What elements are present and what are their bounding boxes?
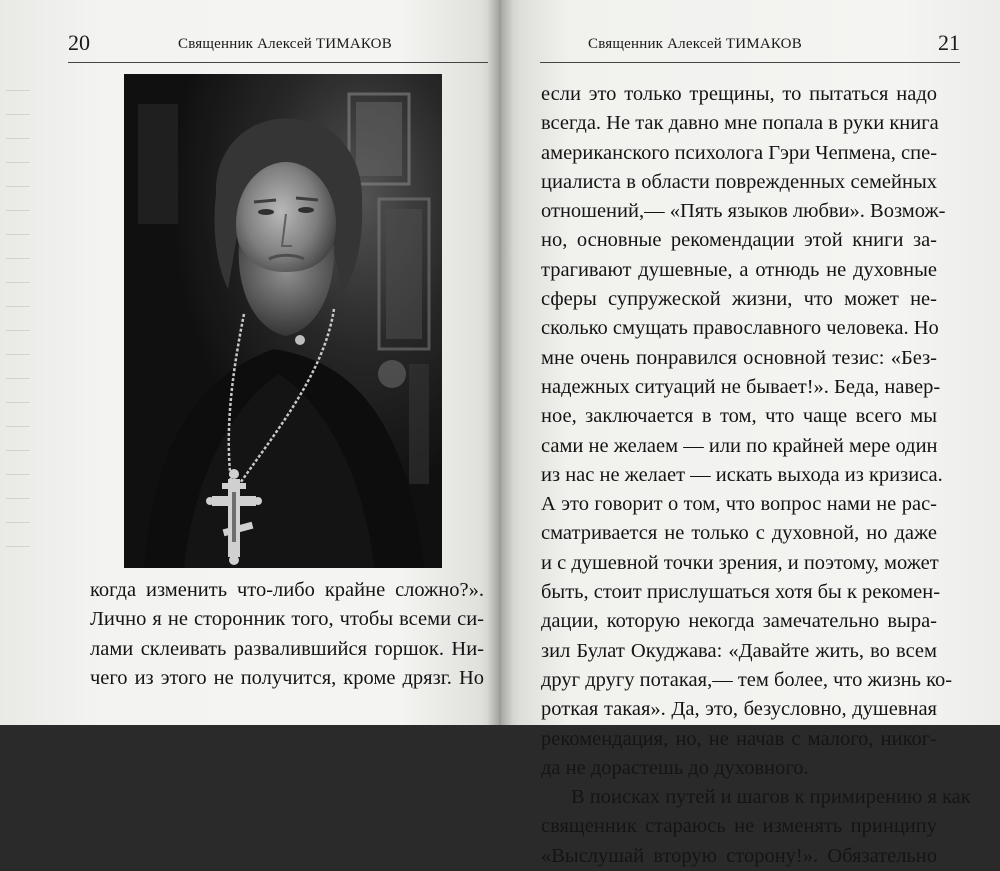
right-header-rule: [540, 62, 960, 63]
text-line: из нас не желает — искать выхода из кризиса.: [541, 463, 943, 486]
text-line: сматривается не только с духовной, но даже: [541, 522, 937, 545]
paragraph-first-line: В поисках путей и шагов к примирению я как: [571, 786, 971, 809]
text-line: надежных ситуаций не бывает!». Беда, навер-: [541, 375, 941, 398]
portrait-photo: [124, 74, 442, 568]
left-page-text: [90, 576, 484, 693]
text-line: трагивают душевные, а отнюдь не духовные: [541, 258, 937, 281]
text-line: «Выслушай вторую сторону!». Обязательно: [541, 844, 937, 867]
right-page-number: 21: [938, 30, 960, 55]
text-line: мне очень понравился основной тезис: «Без-: [541, 346, 937, 369]
text-line: рекомендация, но, не начав с малого, никог-: [541, 727, 937, 750]
text-line: быть, стоит прислушаться хотя бы к рекомен-: [541, 581, 941, 604]
text-line: зил Булат Окуджава: «Давайте жить, во всем: [541, 639, 937, 662]
text-line: циалиста в области поврежденных семейных: [541, 170, 937, 193]
right-page: [500, 0, 1000, 867]
text-line: когда изменить что-либо крайне сложно?».: [90, 579, 484, 601]
right-running-head-title: Священник Алексей ТИМАКОВ: [588, 36, 802, 52]
text-line: сферы супружеской жизни, что может не-: [541, 288, 937, 311]
priest-portrait-image: [124, 74, 442, 568]
text-line: друг другу потакая,— тем более, что жизнь ко-: [541, 668, 953, 691]
text-line: А это говорит о том, что вопрос нами не рас-: [541, 493, 937, 516]
text-line: если это только трещины, то пытаться надо: [541, 83, 937, 105]
text-line: но, основные рекомендации этой книги за-: [541, 229, 937, 252]
text-line: священник стараюсь не изменять принципу: [541, 815, 937, 838]
text-line: да не дорастешь до духовного.: [541, 756, 809, 779]
bleed-through-lines: [6, 90, 30, 590]
text-line: сами не желаем — или по крайней мере один: [541, 434, 938, 457]
book-spine-gutter: [487, 0, 513, 725]
left-page: [0, 0, 500, 725]
left-running-head-title: Священник Алексей ТИМАКОВ: [178, 36, 392, 52]
text-line: сколько смущать православного человека. Но: [541, 317, 939, 340]
text-line: ное, заключается в том, что чаще всего мы: [541, 405, 937, 428]
text-line: всегда. Не так давно мне попала в руки книга: [541, 112, 939, 135]
text-line: дации, которую некогда замечательно выра-: [541, 610, 937, 633]
text-line: отношений,— «Пять языков любви». Возмож-: [541, 200, 946, 223]
text-line: чего из этого не получится, кроме дрязг. Но: [90, 666, 484, 689]
left-page-number: 20: [68, 30, 90, 55]
right-page-text: [541, 80, 971, 871]
text-line: американского психолога Гэри Чепмена, спе-: [541, 141, 938, 164]
text-line: Лично я не сторонник того, чтобы всеми си-: [90, 608, 484, 631]
text-line: лами склеивать развалившийся горшок. Ни-: [90, 637, 484, 660]
text-line: и с душевной точки зрения, и поэтому, может: [541, 551, 939, 574]
text-line: роткая такая». Да, это, безусловно, душевная: [541, 698, 937, 721]
left-header-rule: [68, 62, 488, 63]
